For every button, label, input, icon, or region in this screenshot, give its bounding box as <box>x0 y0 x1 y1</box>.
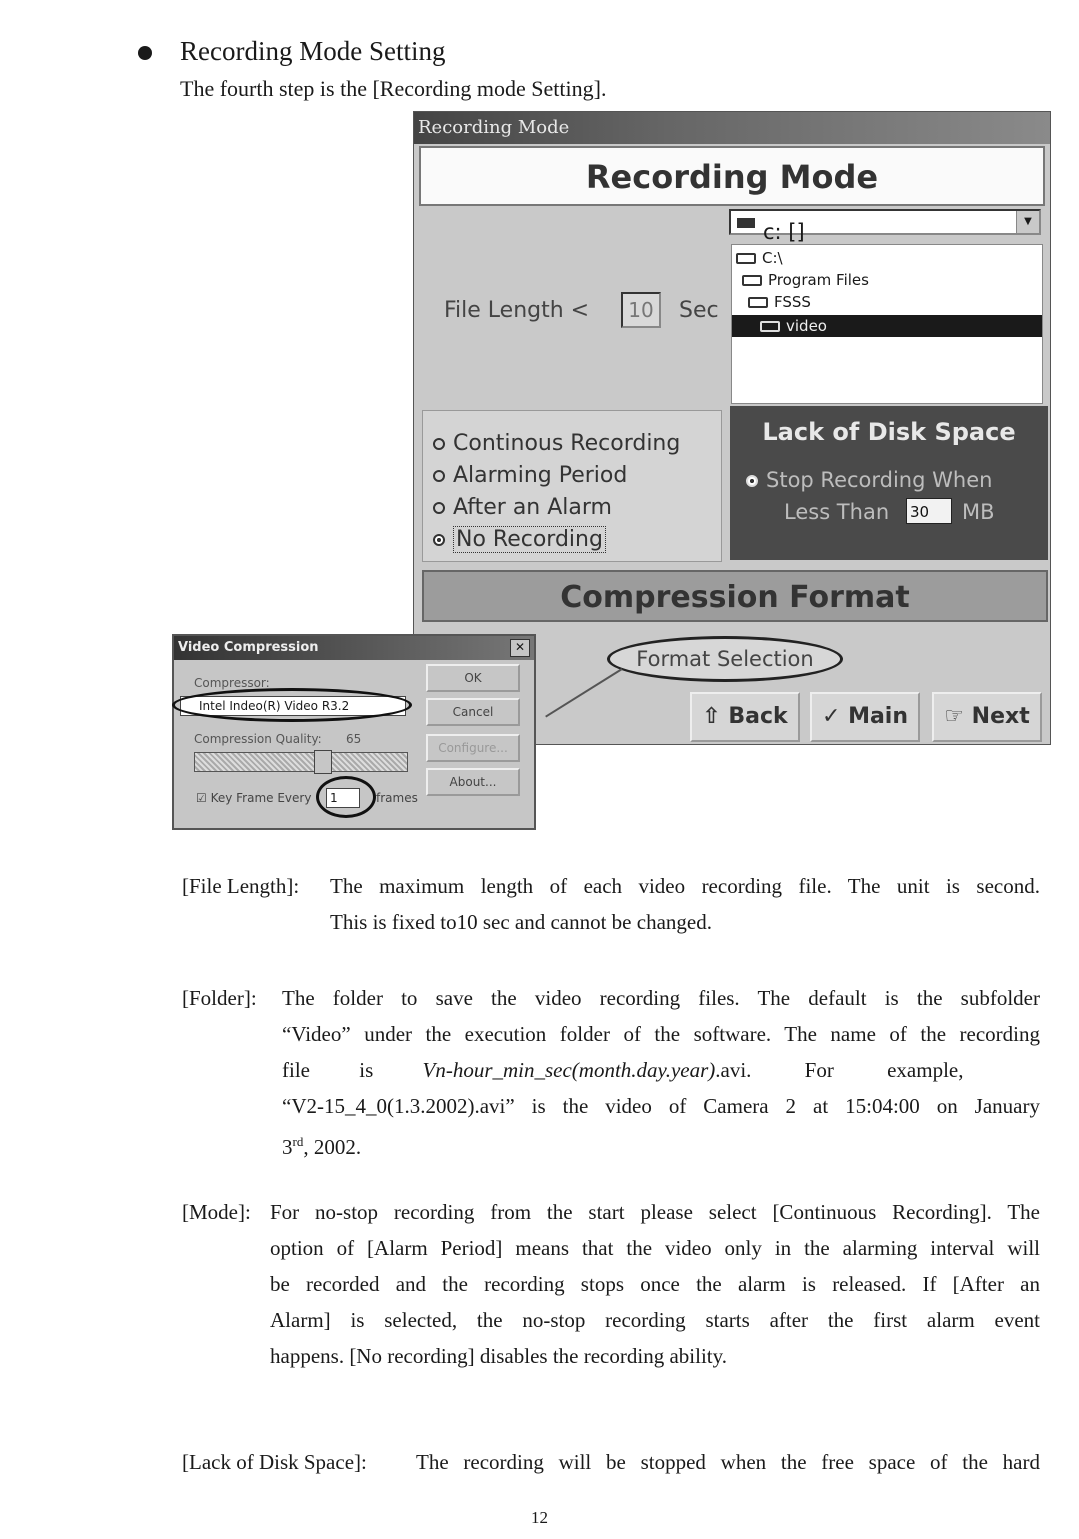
compressor-label: Compressor: <box>194 676 270 690</box>
configure-button[interactable]: Configure... <box>426 734 520 762</box>
lack-desc-1: The recording will be stopped when the free space of the hard <box>416 1450 1040 1474</box>
folder-tree[interactable] <box>731 244 1043 404</box>
dialog-titlebar <box>174 636 534 660</box>
key-frame-label: Key Frame Every <box>210 791 312 805</box>
folder-open-icon <box>760 321 780 332</box>
folder-term: [Folder]: <box>182 986 257 1010</box>
ok-button[interactable]: OK <box>426 664 520 692</box>
disk-space-unit: MB <box>962 500 995 524</box>
page-number: 12 <box>531 1508 548 1527</box>
file-length-desc-2: This is fixed to10 sec and cannot be changed. <box>330 910 712 934</box>
folder-desc-2: “Video” under the execution folder of the software. The name of the recording <box>282 1022 1040 1046</box>
mode-term: [Mode]: <box>182 1200 251 1224</box>
cancel-button[interactable]: Cancel <box>426 698 520 726</box>
banner-text: Recording Mode <box>585 158 879 196</box>
compressor-select[interactable]: Intel Indeo(R) Video R3.2 <box>180 696 406 716</box>
folder-label: C:\ <box>762 249 783 267</box>
close-icon[interactable]: ✕ <box>510 639 530 657</box>
mode-label: After an Alarm <box>453 495 612 520</box>
date-day: 3 <box>282 1135 293 1159</box>
video-compression-dialog <box>172 634 536 830</box>
drive-label: c: [] <box>763 220 805 244</box>
compression-format-text: Compression Format <box>560 580 910 615</box>
drive-icon <box>737 218 755 228</box>
file-length-desc-1: The maximum length of each video recording file. The unit is second. <box>330 874 1040 898</box>
window-titlebar <box>414 112 1050 144</box>
section-heading: Recording Mode Setting <box>180 36 446 66</box>
next-button[interactable] <box>932 692 1042 742</box>
compression-format-banner <box>422 570 1048 622</box>
format-selection-button[interactable]: Format Selection <box>607 636 843 682</box>
key-frame-checkbox[interactable]: ☑ Key Frame Every <box>196 791 312 805</box>
recording-mode-group <box>422 410 722 562</box>
folder-desc-4: “V2-15_4_0(1.3.2002).avi” is the video of Camera 2 at 15:04:00 on January <box>282 1094 1040 1118</box>
folder-label: FSSS <box>774 293 811 311</box>
check-icon: ✓ <box>821 704 849 729</box>
main-label: Main <box>848 704 909 729</box>
mode-label: Alarming Period <box>453 463 628 488</box>
back-label: Back <box>728 704 788 729</box>
folder-desc-3 <box>282 1052 1040 1088</box>
bullet-icon <box>138 46 152 60</box>
folder-desc-3a: file is <box>282 1058 423 1082</box>
lack-of-disk-space-panel <box>730 406 1048 560</box>
folder-label: Program Files <box>768 271 869 289</box>
radio-icon <box>433 502 445 514</box>
radio-icon <box>433 470 445 482</box>
mode-no-recording[interactable] <box>433 527 606 552</box>
folder-label: video <box>786 317 827 335</box>
folder-item[interactable] <box>736 247 783 269</box>
mode-label: No Recording <box>453 526 606 553</box>
back-icon: ⇧ <box>702 704 729 729</box>
quality-value: 65 <box>346 732 362 746</box>
folder-desc-1: The folder to save the video recording files. The default is the subfolder <box>282 986 1040 1010</box>
date-year: , 2002. <box>303 1135 362 1159</box>
lack-title: Lack of Disk Space <box>762 418 1016 446</box>
highlight-oval <box>172 688 412 722</box>
folder-item[interactable] <box>748 291 811 313</box>
highlight-oval <box>316 776 376 818</box>
lack-option-label: Stop Recording When <box>766 468 993 492</box>
folder-icon <box>742 275 762 286</box>
mode-label: Continous Recording <box>453 431 681 456</box>
mode-desc-3: be recorded and the recording stops once the alarm is released. If [After an <box>270 1272 1040 1296</box>
lack-term: [Lack of Disk Space]: <box>182 1450 367 1474</box>
mode-after-alarm[interactable] <box>433 495 612 520</box>
quality-slider[interactable] <box>194 752 408 772</box>
mode-desc-4: Alarm] is selected, the no-stop recording starts after the first alarm event <box>270 1308 1040 1332</box>
mode-alarming-period[interactable] <box>433 463 627 488</box>
folder-icon <box>748 297 768 308</box>
file-length-unit: Sec <box>679 298 719 323</box>
mode-desc-5: happens. [No recording] disables the recording ability. <box>270 1344 727 1368</box>
intro-text: The fourth step is the [Recording mode Setting]. <box>180 76 607 101</box>
chevron-down-icon[interactable]: ▼ <box>1016 211 1039 233</box>
disk-space-input[interactable]: 30 <box>906 498 952 524</box>
stop-recording-option[interactable] <box>746 468 992 492</box>
date-suffix: rd <box>292 1134 304 1149</box>
recording-mode-banner <box>419 146 1045 206</box>
mode-desc-2: option of [Alarm Period] means that the video only in the alarming interval will <box>270 1236 1040 1260</box>
folder-item-selected[interactable] <box>732 315 1042 337</box>
dialog-title: Video Compression <box>178 640 319 655</box>
folder-item[interactable] <box>742 269 869 291</box>
quality-label: Compression Quality: <box>194 732 322 746</box>
less-than-label: Less Than <box>784 500 890 524</box>
radio-selected-icon <box>746 475 758 487</box>
slider-thumb[interactable] <box>314 750 332 774</box>
file-name-pattern: Vn-hour_min_sec(month.day.year) <box>422 1058 716 1082</box>
next-label: Next <box>971 704 1030 729</box>
radio-selected-icon <box>433 534 445 546</box>
drive-select[interactable] <box>729 209 1041 244</box>
frames-label: frames <box>376 791 418 805</box>
about-button[interactable]: About... <box>426 768 520 796</box>
key-frame-input[interactable]: 1 <box>326 788 360 808</box>
folder-desc-5 <box>282 1124 1040 1165</box>
pointer-icon: ☞ <box>944 704 972 729</box>
main-button[interactable] <box>810 692 920 742</box>
back-button[interactable] <box>690 692 800 742</box>
radio-icon <box>433 438 445 450</box>
file-length-input[interactable]: 10 <box>621 292 661 328</box>
file-length-label: File Length < <box>444 298 590 323</box>
mode-continuous[interactable] <box>433 431 680 456</box>
file-length-term: [File Length]: <box>182 874 300 898</box>
folder-icon <box>736 253 756 264</box>
window-title: Recording Mode <box>418 117 570 138</box>
mode-desc-1: For no-stop recording from the start please select [Continuous Recording]. The <box>270 1200 1040 1224</box>
folder-desc-3c: .avi. For example, <box>715 1058 964 1082</box>
